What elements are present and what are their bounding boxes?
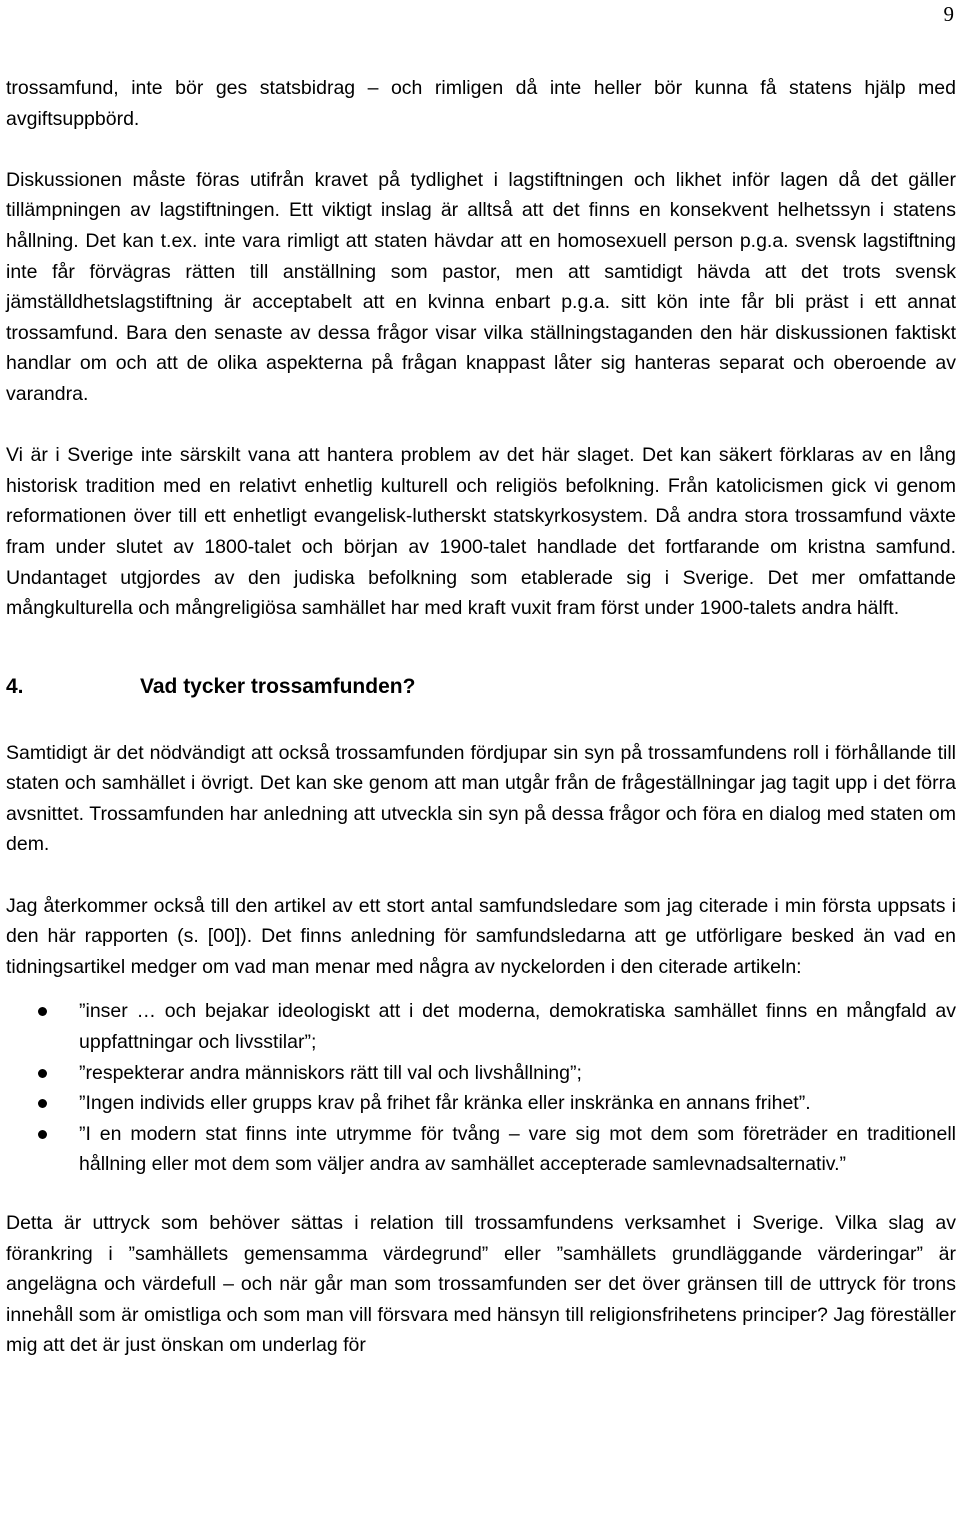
bullet-icon: [38, 1069, 47, 1078]
page-number: 9: [943, 2, 954, 26]
section-number: 4.: [6, 674, 24, 698]
section-heading: [6, 672, 956, 702]
bullet-icon: [38, 1099, 47, 1108]
paragraph: Samtidigt är det nödvändigt att också trossamfunden fördjupar sin syn på trossamfundens roll i förhållande till staten och samhället i övrigt. Det kan ske genom att man utgår från de frågeställningar jag tagit upp i det förra avsnittet. Trossamfunden har anledning att utveckla sin syn på dessa frågor och föra en dialog med staten om dem.: [6, 741, 956, 856]
list-item: [6, 1058, 956, 1089]
bullet-icon: [38, 1130, 47, 1139]
paragraph: trossamfund, inte bör ges statsbidrag – och rimligen då inte heller bör kunna få statens hjälp med avgiftsuppbörd.: [6, 77, 956, 130]
paragraph: Diskussionen måste föras utifrån kravet på tydlighet i lagstiftningen och likhet inför lagen då det gäller tillämpningen av lagstiftningen. Ett viktigt inslag är alltså att det finns en konsekvent helhetssyn i statens hållning. Det kan t.ex. inte vara rimligt att staten hävdar att en homosexuell person p.g.a. svensk lagstiftning inte får förvägras rätten till anställning som pastor, men att samtidigt hävda att det trots svensk jämställdhetslagstiftning är acceptabelt att en kvinna enbart p.g.a. sitt kön inte får bli präst i ett annat trossamfund. Bara den senaste av dessa frågor visar vilka ställningstaganden den här diskussionen faktiskt handlar om och att de olika aspekterna på frågan knappast låter sig hanteras separat och oberoende av varandra.: [6, 168, 956, 405]
list-item-text: ”respekterar andra människors rätt till val och livshållning”;: [79, 1061, 582, 1084]
bullet-list: [6, 996, 956, 1180]
list-item-text: ”I en modern stat finns inte utrymme för tvång – vare sig mot dem som företräder en traditionell hållning eller mot dem som väljer andra av samhället accepterade samlevnadsalternativ.”: [79, 1122, 956, 1176]
paragraph: Jag återkommer också till den artikel av ett stort antal samfundsledare som jag citerade i min första uppsats i den här rapporten (s. [00]). Det finns anledning för samfundsledarna att ge utförligare besked än vad en tidningsartikel medger om vad man menar med några av nyckelorden i den citerade artikeln:: [6, 894, 956, 978]
paragraph: Vi är i Sverige inte särskilt vana att hantera problem av det här slaget. Det kan säkert förklaras av en lång historisk tradition med en relativt enhetlig kulturell och religiös befolkning. Från katolicismen gick vi genom reformationen över till ett enhetligt evangelisk-lutherskt statskyrkosystem. Då andra stora trossamfund växte fram under slutet av 1800-talet och början av 1900-talet handlade det fortfarande om kristna samfund. Undantaget utgjordes av den judiska befolkning som etablerade sig i Sverige. Det mer omfattande mångkulturella och mångreligiösa samhället har med kraft vuxit fram först under 1900-talets andra hälft.: [6, 444, 956, 620]
list-item-text: ”Ingen individs eller grupps krav på frihet får kränka eller inskränka en annans frihet”.: [79, 1092, 811, 1115]
list-item: [6, 1119, 956, 1180]
bullet-icon: [38, 1007, 47, 1016]
list-item: [6, 1088, 956, 1119]
list-item: [6, 996, 956, 1057]
document-body: [6, 73, 956, 1392]
paragraph: Detta är uttryck som behöver sättas i relation till trossamfundens verksamhet i Sverige. Vilka slag av förankring i ”samhällets gemensamma värdegrund” eller ”samhällets grundläggande värderingar” är angelägna och värdefull – och när går man som trossamfunden ser det över gränsen till de uttryck för trons innehåll som är omistliga och som man vill försvara med hänsyn till religionsfrihetens principer? Jag föreställer mig att det är just önskan om underlag för: [6, 1212, 956, 1357]
list-item-text: ”inser … och bejakar ideologiskt att i det moderna, demokratiska samhället finns en mångfald av uppfattningar och livsstilar”;: [79, 1000, 956, 1054]
section-title: Vad tycker trossamfunden?: [140, 674, 416, 698]
